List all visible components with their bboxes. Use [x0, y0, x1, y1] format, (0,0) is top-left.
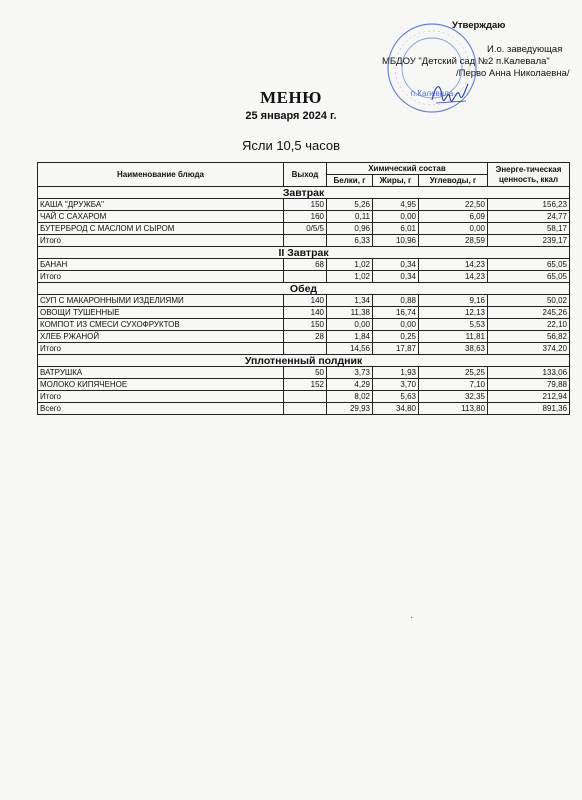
total-carbs: 32,35	[419, 391, 488, 403]
dish-row	[38, 259, 570, 271]
col-output-header: Выход	[284, 163, 327, 187]
total-carbs: 38,63	[419, 343, 488, 355]
dish-carbs: 11,81	[419, 331, 488, 343]
approval-org: МБДОУ "Детский сад №2 п.Калевала"	[382, 56, 550, 67]
dish-protein: 3,73	[327, 367, 373, 379]
total-protein: 14,56	[327, 343, 373, 355]
col-protein-header: Белки, г	[327, 175, 373, 187]
total-label: Итого	[38, 391, 284, 403]
scan-mark: ·	[410, 612, 414, 623]
total-protein: 6,33	[327, 235, 373, 247]
grand-total-carbs: 113,80	[419, 403, 488, 415]
col-fat-header: Жиры, г	[373, 175, 419, 187]
page-title: МЕНЮ	[260, 88, 322, 107]
dish-protein: 1,84	[327, 331, 373, 343]
grand-total-protein: 29,93	[327, 403, 373, 415]
dish-fat: 0,88	[373, 295, 419, 307]
col-chem-header: Химический состав	[327, 163, 488, 175]
section-header-row	[38, 187, 570, 199]
dish-name: БУТЕРБРОД С МАСЛОМ И СЫРОМ	[38, 223, 284, 235]
total-protein: 8,02	[327, 391, 373, 403]
dish-energy: 133,06	[488, 367, 570, 379]
total-output-empty	[284, 235, 327, 247]
section-header-row	[38, 283, 570, 295]
section-title: II Завтрак	[38, 247, 570, 259]
section-title: Уплотненный полдник	[38, 355, 570, 367]
dish-name: ХЛЕБ РЖАНОЙ	[38, 331, 284, 343]
section-header-row	[38, 247, 570, 259]
grand-total-fat: 34,80	[373, 403, 419, 415]
col-energy-header: Энерге-тическая ценность, ккал	[488, 163, 570, 187]
dish-energy: 58,17	[488, 223, 570, 235]
total-energy: 212,94	[488, 391, 570, 403]
dish-energy: 24,77	[488, 211, 570, 223]
grand-total-energy: 891,36	[488, 403, 570, 415]
col-carbs-header: Углеводы, г	[419, 175, 488, 187]
total-carbs: 28,59	[419, 235, 488, 247]
total-fat: 0,34	[373, 271, 419, 283]
total-label: Итого	[38, 271, 284, 283]
section-total-row	[38, 391, 570, 403]
dish-output: 50	[284, 367, 327, 379]
dish-output: 140	[284, 295, 327, 307]
dish-fat: 6,01	[373, 223, 419, 235]
dish-row	[38, 199, 570, 211]
dish-fat: 3,70	[373, 379, 419, 391]
total-label: Итого	[38, 235, 284, 247]
menu-body	[38, 187, 570, 415]
dish-output: 140	[284, 307, 327, 319]
dish-energy: 22,10	[488, 319, 570, 331]
dish-fat: 0,00	[373, 211, 419, 223]
total-output-empty	[284, 343, 327, 355]
dish-output: 150	[284, 319, 327, 331]
dish-carbs: 6,09	[419, 211, 488, 223]
dish-fat: 16,74	[373, 307, 419, 319]
approval-signer: /Перво Анна Николаевна/	[456, 68, 570, 79]
section-title: Обед	[38, 283, 570, 295]
dish-row	[38, 319, 570, 331]
dish-carbs: 14,23	[419, 259, 488, 271]
dish-name: КАША "ДРУЖБА"	[38, 199, 284, 211]
dish-output: 68	[284, 259, 327, 271]
dish-fat: 1,93	[373, 367, 419, 379]
dish-output: 0/5/5	[284, 223, 327, 235]
dish-carbs: 9,16	[419, 295, 488, 307]
dish-row	[38, 367, 570, 379]
col-name-header: Наименование блюда	[38, 163, 284, 187]
total-output-empty	[284, 391, 327, 403]
dish-energy: 79,88	[488, 379, 570, 391]
dish-output: 150	[284, 199, 327, 211]
dish-energy: 156,23	[488, 199, 570, 211]
menu-date: 25 января 2024 г.	[245, 110, 337, 122]
dish-fat: 0,34	[373, 259, 419, 271]
dish-protein: 0,00	[327, 319, 373, 331]
dish-name: МОЛОКО КИПЯЧЕНОЕ	[38, 379, 284, 391]
dish-row	[38, 295, 570, 307]
dish-carbs: 25,25	[419, 367, 488, 379]
dish-energy: 50,02	[488, 295, 570, 307]
approval-title: Утверждаю	[452, 20, 506, 31]
total-fat: 17,87	[373, 343, 419, 355]
dish-row	[38, 223, 570, 235]
dish-carbs: 5,53	[419, 319, 488, 331]
dish-protein: 1,34	[327, 295, 373, 307]
dish-row	[38, 307, 570, 319]
group-name: Ясли 10,5 часов	[241, 138, 341, 153]
section-title: Завтрак	[38, 187, 570, 199]
total-label: Итого	[38, 343, 284, 355]
menu-table	[37, 162, 570, 415]
dish-protein: 1,02	[327, 259, 373, 271]
dish-carbs: 0,00	[419, 223, 488, 235]
dish-protein: 4,29	[327, 379, 373, 391]
dish-fat: 4,95	[373, 199, 419, 211]
dish-row	[38, 211, 570, 223]
dish-row	[38, 331, 570, 343]
dish-protein: 5,26	[327, 199, 373, 211]
total-fat: 5,63	[373, 391, 419, 403]
dish-output: 28	[284, 331, 327, 343]
dish-protein: 0,11	[327, 211, 373, 223]
dish-energy: 65,05	[488, 259, 570, 271]
dish-energy: 245,26	[488, 307, 570, 319]
total-output-empty	[284, 271, 327, 283]
dish-name: СУП С МАКАРОННЫМИ ИЗДЕЛИЯМИ	[38, 295, 284, 307]
total-energy: 374,20	[488, 343, 570, 355]
approval-position: И.о. заведующая	[487, 44, 563, 55]
total-protein: 1,02	[327, 271, 373, 283]
dish-protein: 0,96	[327, 223, 373, 235]
section-total-row	[38, 271, 570, 283]
dish-name: ЧАЙ С САХАРОМ	[38, 211, 284, 223]
stamp-text: п.Калевала	[410, 89, 454, 98]
section-total-row	[38, 235, 570, 247]
dish-fat: 0,25	[373, 331, 419, 343]
dish-name: БАНАН	[38, 259, 284, 271]
dish-row	[38, 379, 570, 391]
dish-energy: 56,82	[488, 331, 570, 343]
dish-protein: 11,38	[327, 307, 373, 319]
dish-output: 160	[284, 211, 327, 223]
grand-total-output-empty	[284, 403, 327, 415]
dish-name: КОМПОТ ИЗ СМЕСИ СУХОФРУКТОВ	[38, 319, 284, 331]
dish-fat: 0,00	[373, 319, 419, 331]
total-fat: 10,96	[373, 235, 419, 247]
dish-output: 152	[284, 379, 327, 391]
dish-carbs: 7,10	[419, 379, 488, 391]
section-header-row	[38, 355, 570, 367]
dish-carbs: 22,50	[419, 199, 488, 211]
dish-name: ОВОЩИ ТУШЕННЫЕ	[38, 307, 284, 319]
total-energy: 239,17	[488, 235, 570, 247]
grand-total-label: Всего	[38, 403, 284, 415]
grand-total-row	[38, 403, 570, 415]
total-energy: 65,05	[488, 271, 570, 283]
dish-carbs: 12,13	[419, 307, 488, 319]
dish-name: ВАТРУШКА	[38, 367, 284, 379]
total-carbs: 14,23	[419, 271, 488, 283]
section-total-row	[38, 343, 570, 355]
